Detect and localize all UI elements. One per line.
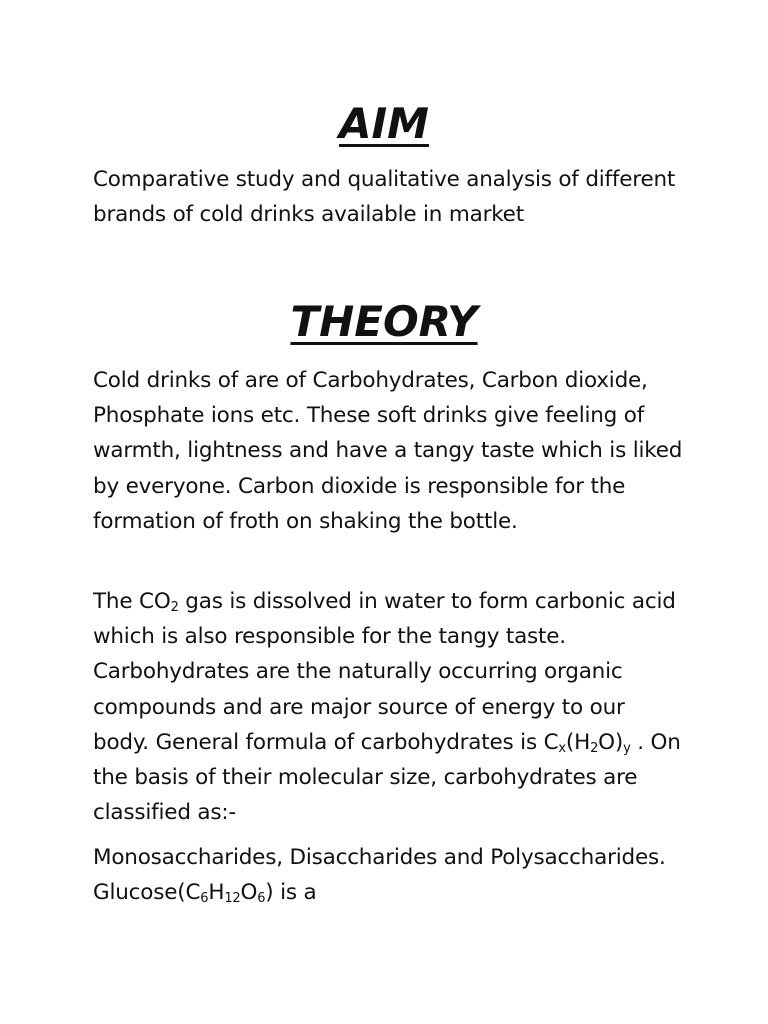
para3-text-2: H: [208, 880, 225, 906]
para2-subscript-x: x: [558, 740, 566, 756]
theory-paragraph-1: Cold drinks of are of Carbohydrates, Carbon dioxide, Phosphate ions etc. These soft drinks give feeling of warmth, lightness and have a tangy taste which is liked by everyone. Carbon dioxide is responsible for the formation of froth on shaking the bottle.: [93, 368, 683, 534]
theory-paragraph-3: [93, 840, 683, 910]
aim-heading: [0, 98, 768, 150]
para2-text-1: The CO: [93, 589, 171, 614]
para2-text-3: (H: [565, 729, 591, 755]
para2-subscript-y: y: [623, 740, 631, 756]
para3-subscript-h12: 12: [224, 891, 241, 907]
para2-subscript-h2: 2: [590, 740, 599, 756]
para2-text-4: O): [598, 729, 624, 755]
para2-text-2: gas is dissolved in water to form carbonic acid which is also responsible for the tangy taste. Carbohydrates are the naturally occurring organic compounds and are major source of energy to our body. General formula of carbohydrates is C: [93, 589, 676, 755]
theory-heading: [0, 296, 768, 348]
para3-subscript-o6: 6: [257, 891, 266, 907]
theory-paragraph-2: [93, 584, 683, 830]
para3-subscript-c6: 6: [200, 891, 209, 907]
para3-text-1: Monosaccharides, Disaccharides and Polysaccharides. Glucose(C: [93, 845, 666, 906]
theory-heading-text: THEORY: [290, 297, 478, 346]
aim-heading-text: AIM: [339, 99, 429, 148]
para2-text-5: . On the basis of their molecular size, carbohydrates are classified as:-: [93, 729, 681, 826]
para2-subscript-co2: 2: [170, 600, 179, 615]
aim-text: Comparative study and qualitative analysis of different brands of cold drinks available in market: [93, 167, 676, 228]
para3-text-4: ) is a: [265, 880, 317, 906]
para3-text-3: O: [240, 880, 258, 906]
